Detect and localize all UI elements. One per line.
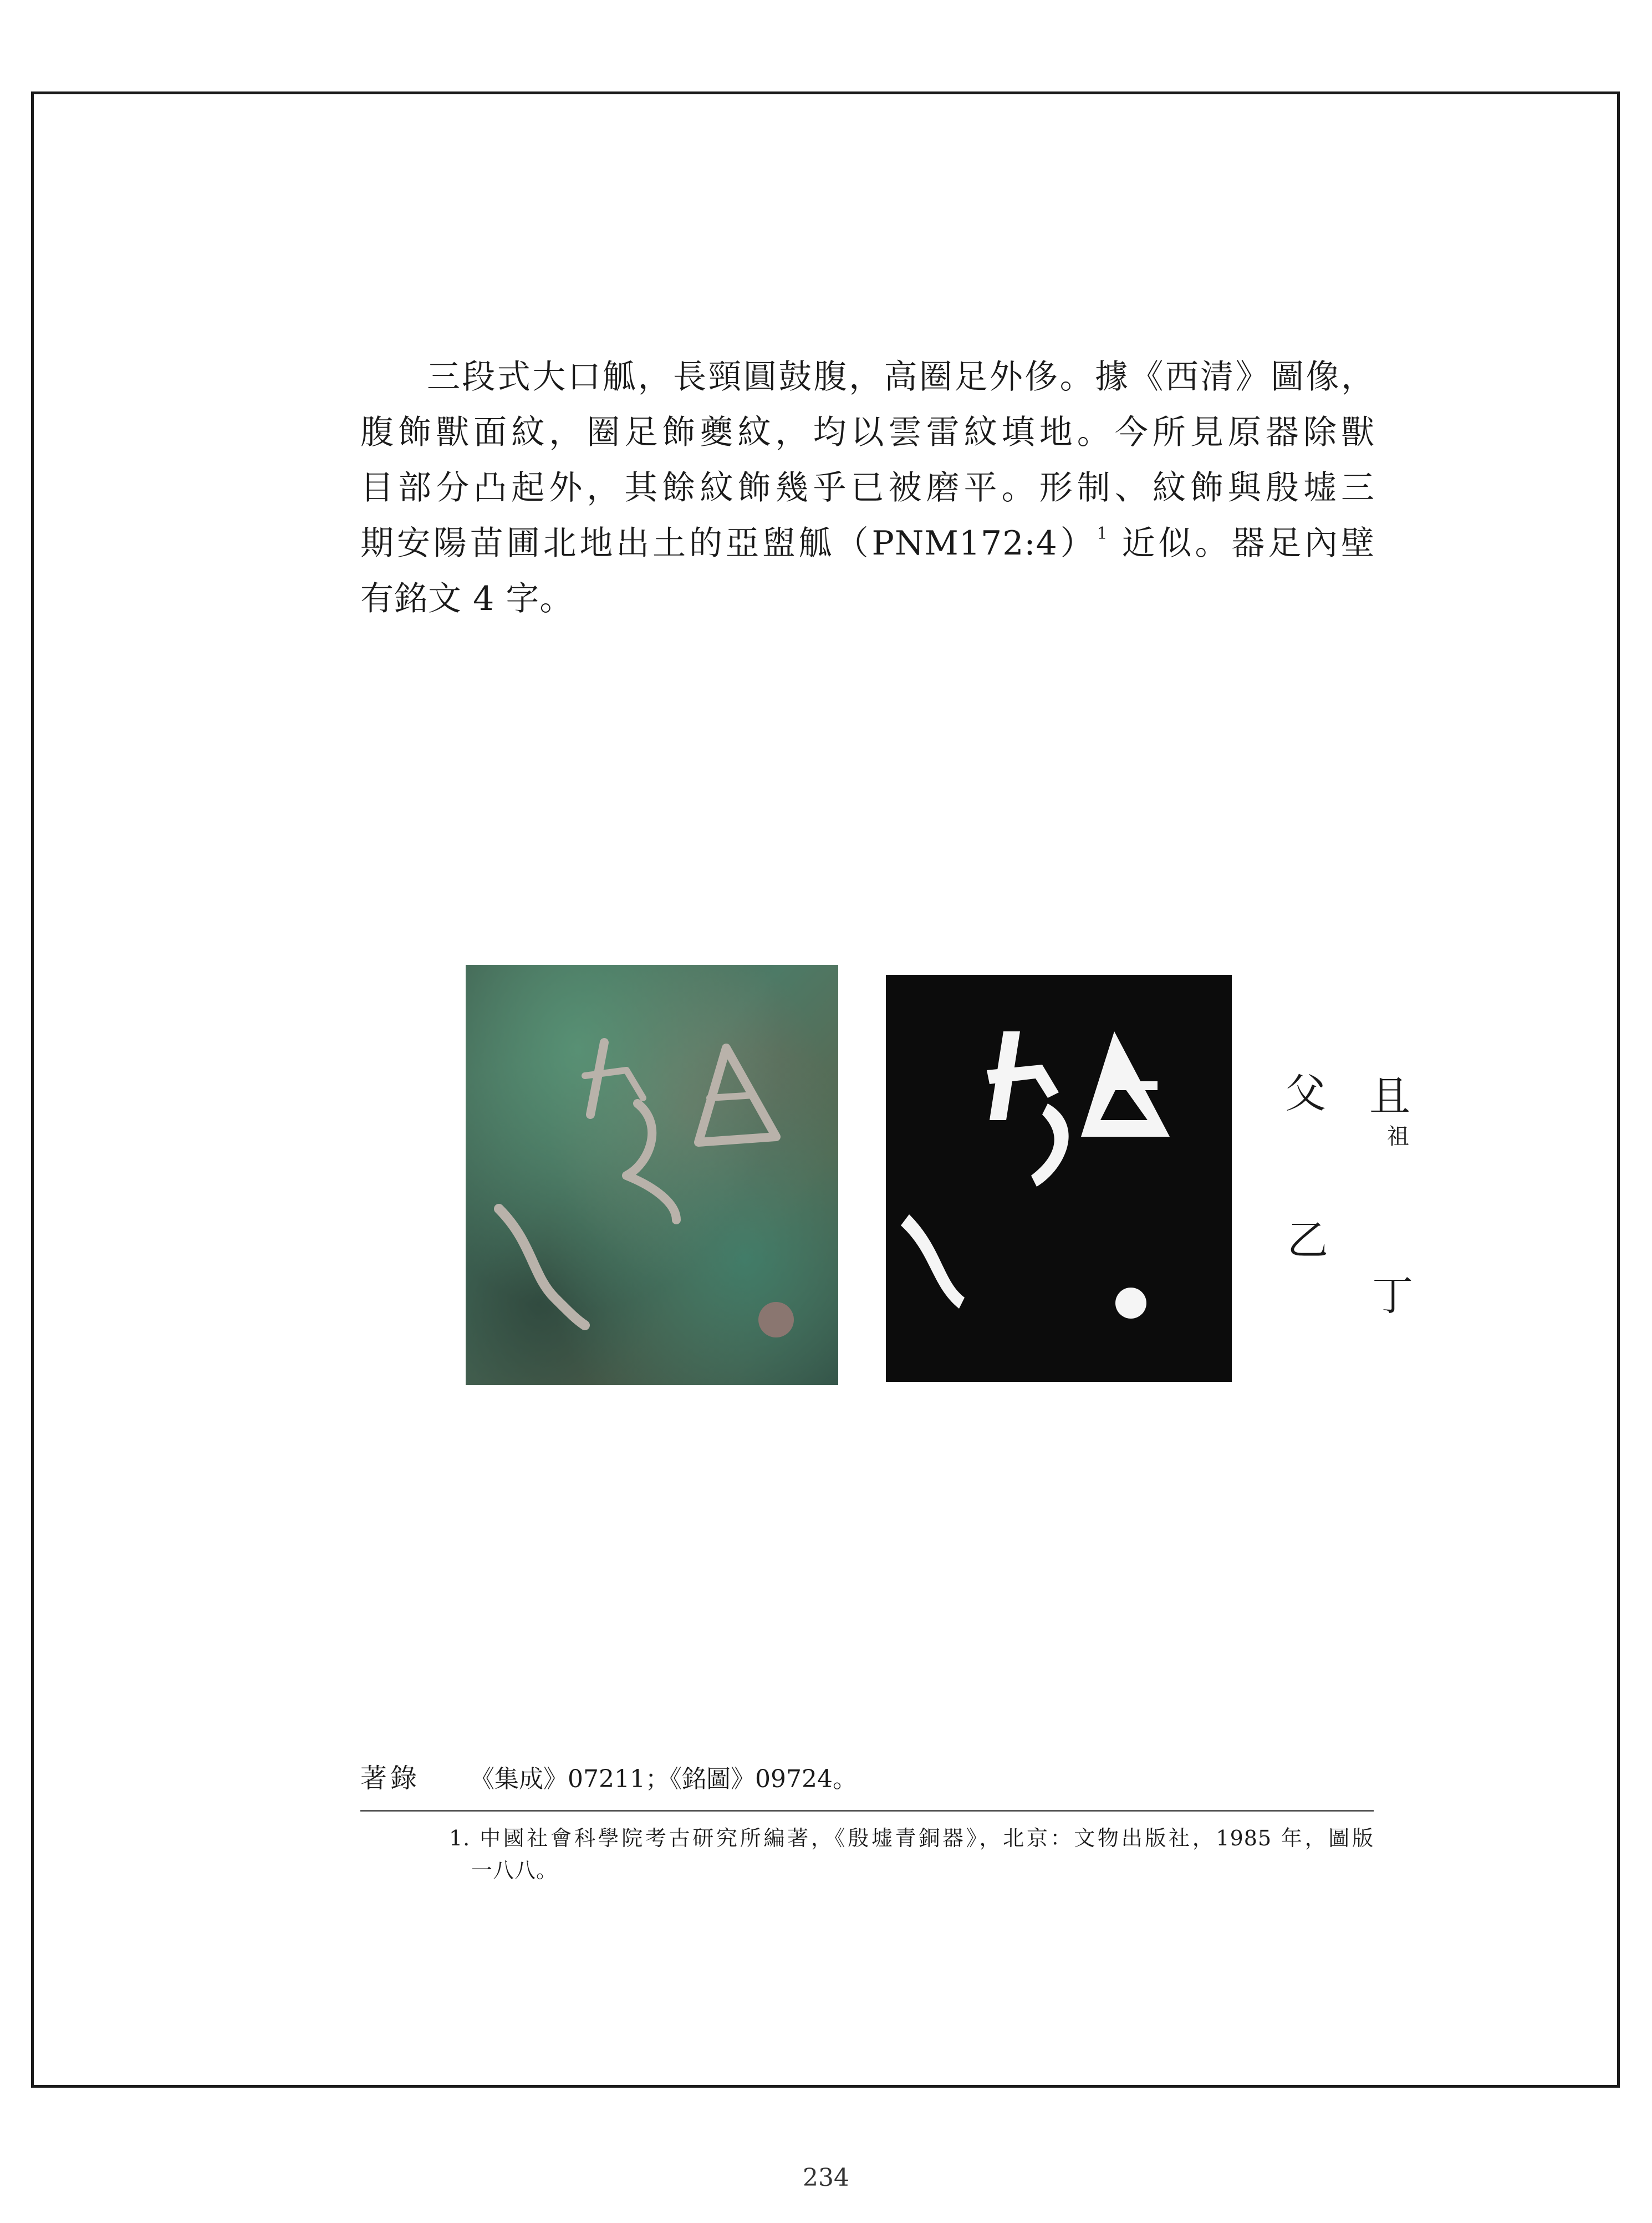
paragraph-line-5: 有銘文 4 字。 (360, 579, 574, 618)
records-text: 《集成》07211；《銘圖》09724。 (470, 1765, 857, 1793)
main-paragraph (360, 349, 1375, 627)
paragraph-line-4-tail: 近似。器足內壁 (1108, 524, 1375, 563)
paragraph-line-4-text: 期安陽苗圃北地出土的亞盥觚（PNM172:4） (360, 524, 1097, 563)
inscription-rubbing (881, 970, 1236, 1386)
footnote-line-1: 1. 中國社會科學院考古研究所編著，《殷墟青銅器》，北京：文物出版社，1985 年，圖版 (449, 1826, 1374, 1850)
records-line (360, 1757, 857, 1795)
paragraph-line-3: 目部分凸起外，其餘紋飾幾乎已被磨平。形制、紋飾與殷墟三 (360, 469, 1375, 507)
footnote-divider (360, 1810, 1374, 1812)
inscription-char-yi: 乙 (1287, 1217, 1328, 1264)
footnote-line-2: 一八八。 (471, 1858, 558, 1883)
paragraph-line-4 (360, 516, 1375, 571)
paragraph-line-2: 腹飾獸面紋，圈足飾夔紋，均以雲雷紋填地。今所見原器除獸 (360, 413, 1375, 452)
paragraph-line-1: 三段式大口觚，長頸圓鼓腹，高圈足外侈。據《西清》圖像， (427, 358, 1375, 396)
records-label: 著錄 (360, 1763, 421, 1794)
footnote-ref-1: 1 (1097, 524, 1108, 543)
inscription-char-fu: 父 (1285, 1070, 1326, 1117)
footnote (449, 1822, 1374, 1886)
inscription-char-ding: 丁 (1372, 1272, 1413, 1320)
inscription-char-qie: 且 (1369, 1072, 1410, 1120)
inscription-gloss-zu: 祖 (1387, 1124, 1409, 1149)
inscription-photo (466, 965, 838, 1385)
page-number: 234 (803, 2164, 849, 2192)
inscription-rubbing-glyphs (881, 970, 1236, 1386)
inscription-photo-glyphs (466, 965, 838, 1385)
